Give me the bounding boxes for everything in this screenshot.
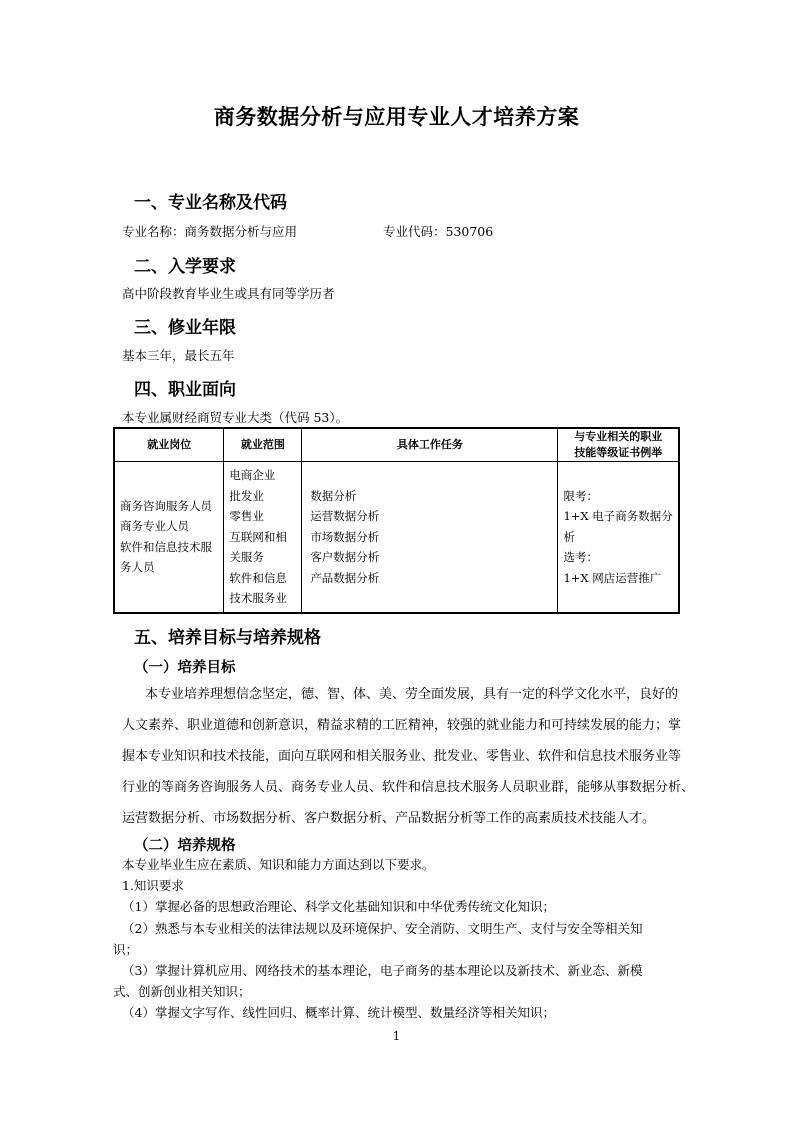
- scope-item: 关服务: [229, 550, 264, 564]
- scope-item: 互联网和相: [229, 529, 287, 544]
- major-name: 专业名称：商务数据分析与应用: [122, 224, 298, 239]
- position-item: 务人员: [120, 560, 155, 575]
- page-number: 1: [392, 1029, 401, 1043]
- table-header-row: [114, 428, 679, 462]
- career-table: [113, 427, 680, 614]
- goal-line: 握本专业知识和技术技能，面向互联网和相关服务业、批发业、零售业、软件和信息技术服务业等: [122, 749, 682, 764]
- header-certificates: [558, 428, 679, 462]
- goal-line: 行业的等商务咨询服务人员、商务专业人员、软件和信息技术服务人员职业群，能够从事数据分析、: [122, 780, 695, 795]
- duration-text: 基本三年，最长五年: [122, 348, 235, 363]
- task-item: 客户数据分析: [310, 550, 380, 564]
- section-heading-duration: 三、修业年限: [134, 318, 236, 338]
- cert-item: 1+X 电子商务数据分: [563, 509, 673, 523]
- knowledge-item-3-cont: 式、创新创业相关知识；: [113, 984, 251, 999]
- task-item: 数据分析: [310, 488, 357, 503]
- position-item: 商务咨询服务人员: [120, 498, 212, 513]
- subheading-spec: （二）培养规格: [134, 838, 236, 854]
- scope-item: 批发业: [229, 488, 264, 503]
- cell-certificates: [558, 462, 679, 613]
- major-code: 专业代码：530706: [383, 224, 494, 239]
- header-cert-line: 技能等级证书例举: [574, 446, 663, 459]
- scope-item: 软件和信息: [229, 570, 287, 585]
- header-cert-line: 与专业相关的职业: [574, 430, 663, 443]
- task-item: 运营数据分析: [310, 509, 380, 523]
- spec-intro: 本专业毕业生应在素质、知识和能力方面达到以下要求。: [122, 857, 435, 872]
- knowledge-item-3: （3）掌握计算机应用、网络技术的基本理论，电子商务的基本理论以及新技术、新业态、新模: [122, 963, 643, 978]
- cell-positions: [114, 462, 224, 613]
- cell-scopes: [224, 462, 302, 613]
- task-item: 市场数据分析: [310, 529, 380, 544]
- knowledge-heading: 1.知识要求: [122, 878, 184, 893]
- goal-line: 人文素养、职业道德和创新意识，精益求精的工匠精神，较强的就业能力和可持续发展的能力；掌: [122, 718, 682, 733]
- knowledge-item-2: （2）熟悉与本专业相关的法律法规以及环境保护、安全消防、文明生产、支付与安全等相关知: [122, 921, 643, 936]
- goal-line: 本专业培养理想信念坚定，德、智、体、美、劳全面发展，具有一定的科学文化水平，良好的: [145, 687, 679, 702]
- position-item: 商务专业人员: [120, 519, 189, 534]
- knowledge-item-2-cont: 识；: [113, 942, 139, 957]
- position-item: 软件和信息技术服: [120, 539, 212, 554]
- admission-text: 高中阶段教育毕业生或具有同等学历者: [122, 286, 335, 301]
- scope-item: 电商企业: [229, 468, 276, 482]
- cert-item: 选考：: [563, 550, 598, 564]
- cert-item: 限考：: [563, 488, 598, 503]
- section-heading-career: 四、职业面向: [134, 380, 236, 400]
- knowledge-item-4: （4）掌握文字写作、线性回归、概率计算、统计模型、数量经济等相关知识；: [122, 1005, 555, 1020]
- header-tasks: 具体工作任务: [302, 428, 558, 462]
- header-position: 就业岗位: [114, 428, 224, 462]
- section-heading-admission: 二、入学要求: [134, 257, 236, 277]
- career-intro: 本专业属财经商贸专业大类（代码 53）。: [122, 410, 349, 425]
- cert-item: 1+X 网店运营推广: [563, 570, 662, 585]
- section-heading-name-code: 一、专业名称及代码: [134, 193, 287, 213]
- cert-item: 析: [563, 529, 575, 544]
- header-scope: 就业范围: [224, 428, 302, 462]
- goal-line: 运营数据分析、市场数据分析、客户数据分析、产品数据分析等工作的高素质技术技能人才。: [122, 811, 656, 826]
- scope-item: 技术服务业: [229, 591, 287, 605]
- table-row: [114, 462, 679, 613]
- task-item: 产品数据分析: [310, 570, 380, 585]
- document-title: 商务数据分析与应用专业人才培养方案: [213, 105, 580, 129]
- scope-item: 零售业: [229, 509, 264, 523]
- knowledge-item-1: （1）掌握必备的思想政治理论、科学文化基础知识和中华优秀传统文化知识；: [122, 899, 555, 914]
- section-heading-goals: 五、培养目标与培养规格: [134, 628, 321, 648]
- cell-tasks: [302, 462, 558, 613]
- subheading-goal: （一）培养目标: [134, 660, 236, 676]
